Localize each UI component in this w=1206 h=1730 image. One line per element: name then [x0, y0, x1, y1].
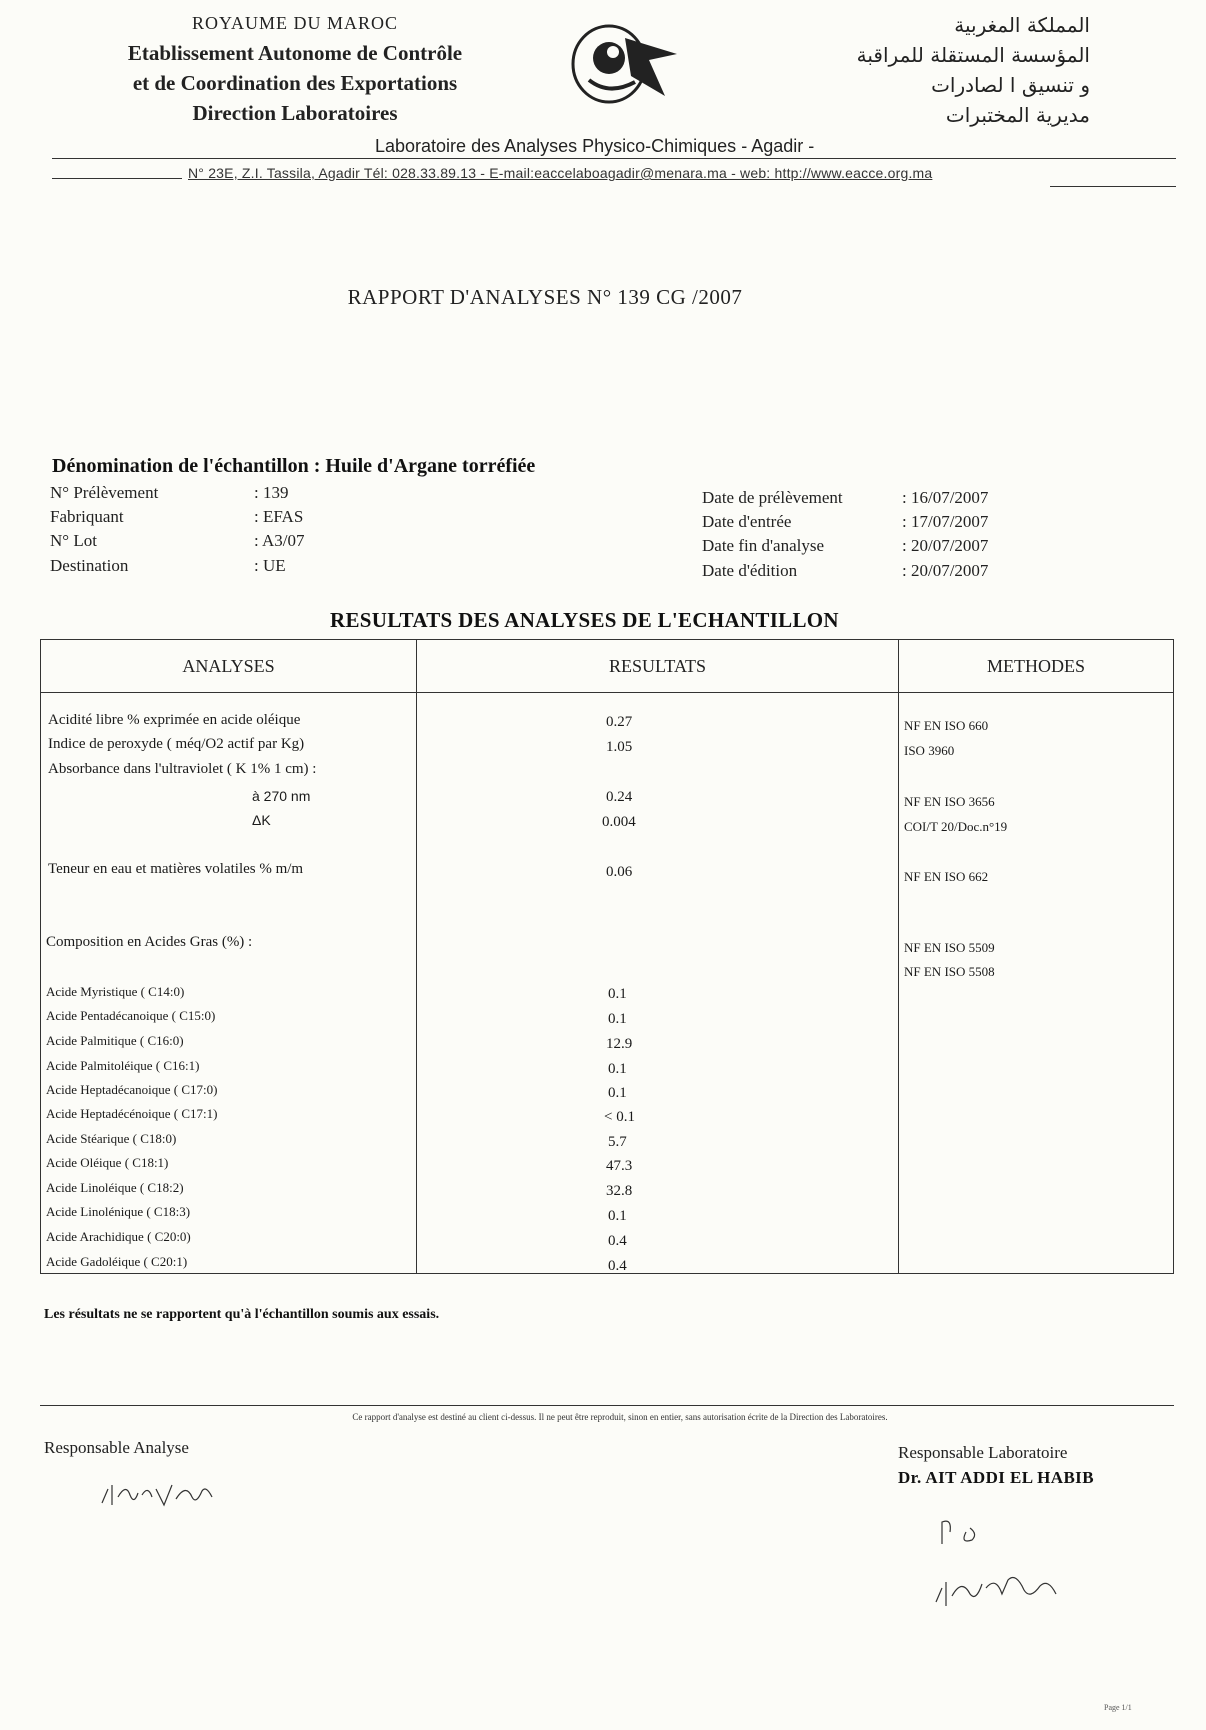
field-label: N° Prélèvement	[50, 483, 159, 502]
analysis-result: 1.05	[606, 739, 633, 755]
analysis-name: à 270 nm	[252, 788, 311, 804]
lab-address: N° 23E, Z.I. Tassila, Agadir Tél: 028.33.89.13 - E-mail:eaccelaboagadir@menara.ma - web: http://www.eacce.org.ma	[188, 165, 933, 181]
director-signature	[930, 1510, 1120, 1630]
header-establishment: Etablissement Autonome de Contrôle	[127, 41, 463, 65]
fatty-acid-name: Acide Stéarique ( C18:0)	[46, 1131, 177, 1146]
fatty-acid-value: 0.1	[608, 1061, 627, 1077]
fatty-acid-value: 0.4	[608, 1233, 627, 1249]
analysis-result: 0.004	[602, 814, 636, 830]
header-ar-coordination: و تنسيق ا لصادرات	[931, 73, 1090, 97]
fatty-acid-value: 12.9	[606, 1036, 633, 1052]
fatty-acid-value: 0.1	[608, 1011, 627, 1027]
fatty-acid-value: 0.4	[608, 1258, 627, 1274]
analysis-method: ISO 3960	[904, 743, 955, 758]
col-header-methodes: METHODES	[899, 640, 1174, 693]
results-note: Les résultats ne se rapportent qu'à l'échantillon soumis aux essais.	[44, 1307, 440, 1322]
analysis-method: NF EN ISO 3656	[904, 794, 995, 809]
resultats-column	[417, 693, 899, 1274]
fatty-acid-name: Acide Oléique ( C18:1)	[46, 1155, 169, 1170]
fatty-acid-value: 0.1	[608, 986, 627, 1002]
analysis-name: Absorbance dans l'ultraviolet ( K 1% 1 cm) :	[48, 761, 317, 777]
fatty-acid-name: Acide Linolénique ( C18:3)	[46, 1204, 191, 1219]
field-label: Fabriquant	[50, 507, 124, 526]
footer-disclaimer: Ce rapport d'analyse est destiné au client ci-dessus. Il ne peut être reproduit, sinon en entier, sans autorisation écrite de la Direction des Laboratoires.	[352, 1412, 888, 1422]
date-value: : 17/07/2007	[902, 512, 989, 531]
analysis-method: COI/T 20/Doc.n°19	[904, 819, 1008, 834]
fatty-acid-value: 0.1	[608, 1208, 627, 1224]
results-section-title: RESULTATS DES ANALYSES DE L'ECHANTILLON	[330, 608, 839, 632]
header-ar-direction: مديرية المختبرات	[945, 103, 1090, 127]
col-header-resultats: RESULTATS	[417, 640, 899, 693]
sample-denomination	[52, 455, 535, 478]
fatty-acid-name: Acide Pentadécanoique ( C15:0)	[46, 1008, 216, 1023]
header-arabic-block	[800, 10, 1090, 130]
fatty-acid-value: 32.8	[606, 1183, 633, 1199]
date-label: Date fin d'analyse	[702, 536, 825, 555]
header-ar-country: المملكة المغربية	[954, 13, 1090, 37]
field-value: : UE	[254, 556, 286, 575]
header-french-block	[70, 8, 520, 128]
date-label: Date d'entrée	[702, 512, 792, 531]
results-table	[40, 639, 1174, 1274]
fatty-acid-value: 0.1	[608, 1085, 627, 1101]
methodes-column	[899, 693, 1174, 1274]
resp-analyse-label: Responsable Analyse	[44, 1438, 189, 1457]
date-label: Date d'édition	[702, 561, 798, 580]
denomination-label: Dénomination de l'échantillon :	[52, 455, 321, 477]
fatty-acid-name: Acide Myristique ( C14:0)	[46, 984, 185, 999]
header-rule-top	[52, 158, 1176, 159]
fatty-acid-name: Acide Heptadécénoique ( C17:1)	[46, 1106, 218, 1121]
denomination-value: Huile d'Argane torréfiée	[325, 455, 536, 477]
analysis-method: NF EN ISO 5508	[904, 964, 995, 979]
fatty-acid-name: Acide Linoléique ( C18:2)	[46, 1180, 184, 1195]
fatty-acid-name: Acide Arachidique ( C20:0)	[46, 1229, 191, 1244]
analysis-method: NF EN ISO 660	[904, 718, 989, 733]
analysis-result: 0.24	[606, 789, 633, 805]
resp-labo-label: Responsable Laboratoire	[898, 1443, 1068, 1462]
analysis-method: NF EN ISO 662	[904, 869, 989, 884]
header-country: ROYAUME DU MAROC	[191, 13, 399, 33]
field-value: : EFAS	[254, 507, 304, 526]
analysis-name: Composition en Acides Gras (%) :	[46, 934, 253, 950]
date-value: : 16/07/2007	[902, 488, 989, 507]
header-direction: Direction Laboratoires	[192, 101, 398, 125]
resp-labo-name: Dr. AIT ADDI EL HABIB	[898, 1468, 1094, 1487]
field-label: N° Lot	[50, 531, 97, 550]
analysis-name: Teneur en eau et matières volatiles % m/m	[48, 861, 304, 877]
fatty-acid-name: Acide Palmitoléique ( C16:1)	[46, 1058, 200, 1073]
date-label: Date de prélèvement	[702, 488, 843, 507]
header-ar-establishment: المؤسسة المستقلة للمراقبة	[856, 43, 1090, 67]
analysis-name: Acidité libre % exprimée en acide oléique	[48, 712, 301, 728]
header-coordination: et de Coordination des Exportations	[132, 71, 458, 95]
fatty-acid-value: 47.3	[606, 1158, 633, 1174]
date-value: : 20/07/2007	[902, 561, 989, 580]
fatty-acid-value: < 0.1	[604, 1109, 635, 1125]
report-title: RAPPORT D'ANALYSES N° 139 CG /2007	[347, 285, 743, 309]
footer-rule	[40, 1405, 1174, 1406]
analysis-result: 0.27	[606, 714, 633, 730]
header-rule-left	[52, 178, 182, 179]
header-rule-right	[1050, 186, 1176, 187]
analysis-method: NF EN ISO 5509	[904, 940, 995, 955]
eacce-logo	[565, 18, 680, 110]
analyst-signature	[98, 1475, 228, 1515]
analysis-result: 0.06	[606, 864, 633, 880]
analysis-name: ΔK	[252, 812, 271, 828]
page-number: Page 1/1	[1104, 1703, 1132, 1712]
fatty-acid-name: Acide Heptadécanoique ( C17:0)	[46, 1082, 218, 1097]
field-value: : A3/07	[254, 531, 305, 550]
field-label: Destination	[50, 556, 129, 575]
field-value: : 139	[254, 483, 289, 502]
fatty-acid-name: Acide Palmitique ( C16:0)	[46, 1033, 184, 1048]
fatty-acid-value: 5.7	[608, 1134, 627, 1150]
fatty-acid-name: Acide Gadoléique ( C20:1)	[46, 1254, 188, 1269]
col-header-analyses: ANALYSES	[41, 640, 417, 693]
lab-name: Laboratoire des Analyses Physico-Chimiques - Agadir -	[375, 136, 815, 156]
analysis-name: Indice de peroxyde ( méq/O2 actif par Kg)	[48, 736, 305, 752]
results-header-row	[41, 640, 1174, 693]
date-value: : 20/07/2007	[902, 536, 989, 555]
